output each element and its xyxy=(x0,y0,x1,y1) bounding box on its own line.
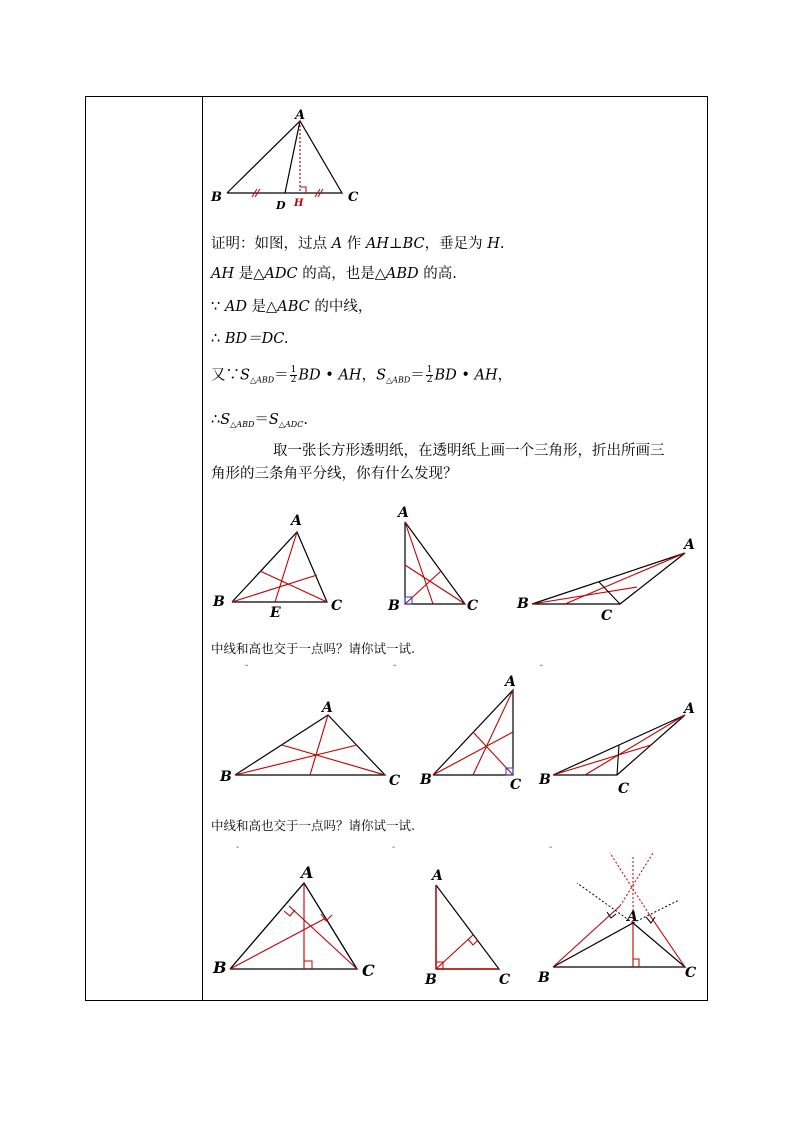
text: ABC xyxy=(277,299,310,315)
bisector-3b xyxy=(532,587,637,604)
question-2: 中线和高也交于一点吗？请你试一试. xyxy=(211,818,415,833)
label-a: A xyxy=(627,909,638,925)
text: 证明：如图，过点 xyxy=(211,236,332,252)
label-a: A xyxy=(684,701,695,717)
altitude-2c xyxy=(436,935,473,969)
text: ＝ xyxy=(254,412,269,428)
text: S xyxy=(240,367,250,384)
median-2b xyxy=(433,732,513,775)
label-e: E xyxy=(270,605,281,621)
right-angle-mark xyxy=(300,187,306,193)
label-b: B xyxy=(538,970,550,986)
triangle-3 xyxy=(553,923,685,967)
label-b: B xyxy=(420,772,432,788)
text: S xyxy=(268,412,279,428)
text: BD＝DC. xyxy=(224,331,289,347)
fraction-half xyxy=(290,366,298,385)
proof-line-3 xyxy=(211,298,372,316)
text: ∴ xyxy=(211,331,225,347)
proof-line-4 xyxy=(211,330,288,348)
label-a: A xyxy=(432,868,443,884)
label-a: A xyxy=(291,513,302,529)
text: 的高，也是△ xyxy=(297,266,386,282)
text: △ABD xyxy=(249,375,275,385)
proof-line-5 xyxy=(211,366,512,390)
label-c: C xyxy=(331,598,343,614)
task-line-1: 取一张长方形透明纸，在透明纸上画一个三角形，折出所画三 xyxy=(273,443,665,459)
triangle-1 xyxy=(235,715,385,775)
extension-side-ab xyxy=(577,883,633,923)
text: ，垂足为 xyxy=(424,236,488,252)
altitude-1c xyxy=(289,906,357,969)
proof-line-2 xyxy=(211,265,457,283)
text: ADC xyxy=(264,266,298,282)
label-b: B xyxy=(220,769,232,785)
text: △ADC xyxy=(278,420,304,429)
figure-row2-medians xyxy=(205,670,710,800)
median-3a xyxy=(585,715,685,775)
altitude-3b xyxy=(553,906,620,967)
text: 是△ xyxy=(234,266,265,282)
text: AH xyxy=(211,266,235,282)
text: A xyxy=(331,236,343,252)
label-a: A xyxy=(684,537,695,553)
bisector-1a xyxy=(275,532,297,602)
extension-side-ac xyxy=(633,900,679,923)
label-b: B xyxy=(213,958,227,977)
text: AH⊥BC xyxy=(365,236,425,252)
proof-line-6 xyxy=(211,411,308,434)
text: 作 xyxy=(342,236,366,252)
triangle-2 xyxy=(436,885,499,969)
mark: ˘ xyxy=(244,665,249,676)
triangle-abc xyxy=(227,121,342,193)
triangle-1 xyxy=(230,883,357,969)
text: BD • AH xyxy=(434,367,498,384)
label-a: A xyxy=(301,863,314,882)
median-2a xyxy=(473,690,513,775)
label-b: B xyxy=(211,190,222,205)
text: 是△ xyxy=(246,299,278,315)
label-c: C xyxy=(467,598,479,614)
label-a: A xyxy=(295,108,306,123)
label-b: B xyxy=(517,596,529,612)
text: 的高. xyxy=(418,266,457,282)
extension-3b xyxy=(620,853,653,906)
label-b: B xyxy=(539,772,551,788)
label-b: B xyxy=(425,972,437,988)
text: 的中线， xyxy=(309,299,373,315)
mark: ˘ xyxy=(392,665,397,676)
text: ＝ xyxy=(274,367,289,384)
label-d: D xyxy=(276,199,286,212)
task-line-2: 角形的三条角平分线，你有什么发现？ xyxy=(211,466,458,482)
triangle-3 xyxy=(532,553,685,604)
label-h: H xyxy=(294,198,304,209)
median-2c xyxy=(473,732,513,775)
text: 1 xyxy=(426,365,433,375)
label-c: C xyxy=(499,972,511,988)
right-angle-mark xyxy=(284,910,295,916)
label-c: C xyxy=(618,781,630,797)
label-c: C xyxy=(685,965,697,981)
median-1a xyxy=(310,715,328,775)
triangle-2 xyxy=(405,522,465,604)
label-a: A xyxy=(505,674,516,690)
figure-median-altitude xyxy=(205,105,365,215)
text: AD xyxy=(224,299,247,315)
label-a: A xyxy=(398,505,409,521)
text: 2 xyxy=(290,375,297,385)
mark: - xyxy=(549,842,553,853)
right-angle-mark xyxy=(633,959,639,967)
mark: - xyxy=(236,842,240,853)
extension-3c xyxy=(610,853,649,914)
label-b: B xyxy=(213,594,225,610)
text: △ABD xyxy=(386,375,411,385)
text: H. xyxy=(487,236,505,252)
text: ， xyxy=(361,367,377,384)
question-1: 中线和高也交于一点吗？请你试一试. xyxy=(211,641,415,656)
fraction-half xyxy=(426,366,434,385)
median-ad xyxy=(285,121,300,193)
text: S xyxy=(220,412,231,428)
figure-row1-bisectors xyxy=(205,505,710,630)
label-c: C xyxy=(362,961,375,980)
proof-line-1 xyxy=(211,235,504,253)
label-c: C xyxy=(601,608,613,624)
text: 2 xyxy=(426,375,433,385)
text: 1 xyxy=(290,365,297,375)
triangle-1 xyxy=(232,532,327,602)
text: S xyxy=(376,367,387,384)
bisector-1c xyxy=(260,571,327,602)
bisector-2c xyxy=(405,565,465,604)
text: ∴ xyxy=(211,412,221,428)
text: 又∵ xyxy=(211,367,240,384)
column-divider xyxy=(202,97,203,1000)
label-c: C xyxy=(510,777,522,793)
text: △ABD xyxy=(230,420,255,429)
right-angle-mark xyxy=(304,961,312,969)
mark: - xyxy=(392,842,396,853)
text: BD • AH xyxy=(298,367,362,384)
text: . xyxy=(303,412,308,428)
label-a: A xyxy=(322,700,333,716)
text: ABD xyxy=(385,266,419,282)
text: ， xyxy=(497,367,513,384)
label-c: C xyxy=(389,773,401,789)
median-3c xyxy=(617,745,619,775)
text: ＝ xyxy=(410,367,425,384)
label-c: C xyxy=(348,190,359,205)
median-3b xyxy=(553,745,651,775)
mark: ˘ xyxy=(539,665,544,676)
figure-row3-altitudes xyxy=(205,845,710,995)
text: ∵ xyxy=(211,299,225,315)
label-b: B xyxy=(388,598,400,614)
bisector-3a xyxy=(565,553,685,604)
